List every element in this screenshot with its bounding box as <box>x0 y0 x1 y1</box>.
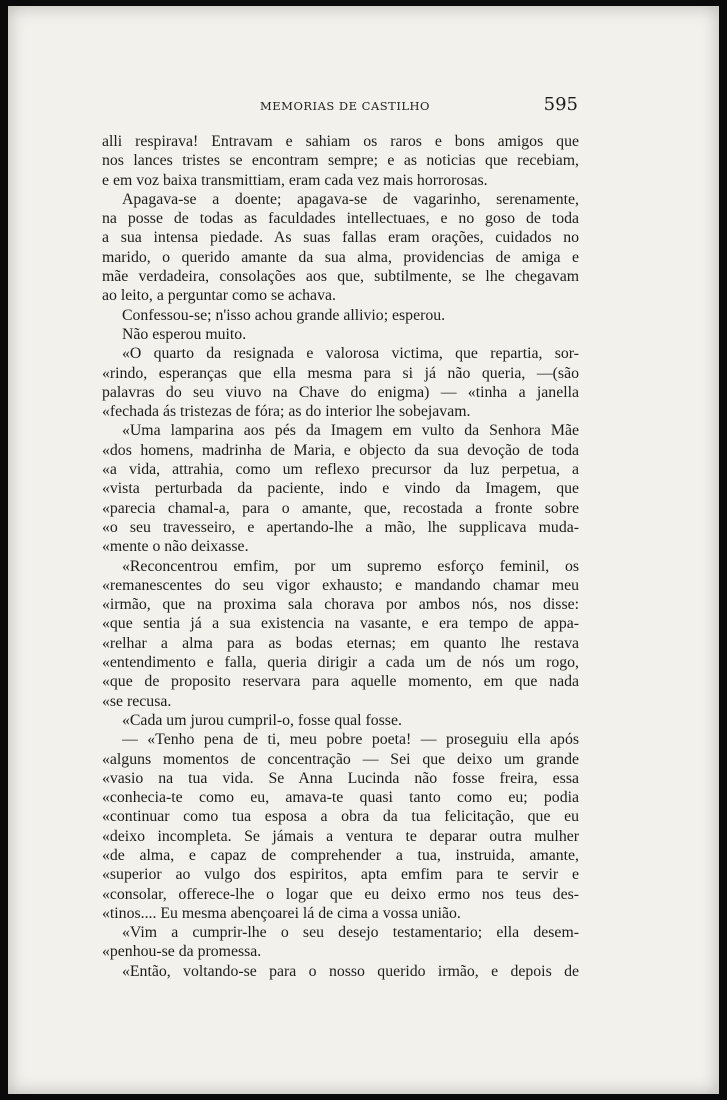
text-line: palavras do seu viuvo na Chave do enigma) — «tinha a janella <box>102 383 579 401</box>
text-line: «Uma lamparina aos pés da Imagem em vulto da Senhora Mãe <box>122 422 579 440</box>
text-line: «o seu travesseiro, e apertando-lhe a mão, lhe supplicava muda- <box>102 518 579 536</box>
text-line: «se recusa. <box>102 692 172 710</box>
text-line: «irmão, que na proxima sala chorava por ambos nós, nos disse: <box>102 596 579 614</box>
text-line: «que de proposito reservara para aquelle momento, em que nada <box>102 673 579 691</box>
text-line: Não esperou muito. <box>122 325 247 343</box>
text-line: e em voz baixa transmittiam, eram cada vez mais horrorosas. <box>102 171 488 189</box>
text-line: «remanescentes do seu vigor exhausto; e mandando chamar meu <box>102 576 579 594</box>
text-line: «parecia chamal-a, para o amante, que, recostada a fronte sobre <box>102 499 579 517</box>
text-line: «Cada um jurou cumpril-o, fosse qual fosse. <box>122 711 402 729</box>
text-line: «superior ao vulgo dos espiritos, apta emfim para te servir e <box>102 866 579 884</box>
text-line: «relhar a alma para as bodas eternas; em quanto lhe restava <box>102 634 579 652</box>
text-line: «Então, voltando-se para o nosso querido irmão, e depois de <box>122 962 579 980</box>
text-line: marido, o querido amante da sua alma, providencias de amiga e <box>102 248 579 266</box>
page-number: 595 <box>543 94 578 115</box>
text-line: «mente o não deixasse. <box>102 538 249 556</box>
page-header <box>100 94 578 118</box>
text-line: «tinos.... Eu mesma abençoarei lá de cima a vossa união. <box>102 904 461 922</box>
text-line: «vista perturbada da paciente, indo e vindo da Imagem, que <box>102 480 579 498</box>
text-line: «a vida, attrahia, como um reflexo precursor da luz perpetua, a <box>102 461 579 479</box>
text-line: — «Tenho pena de ti, meu pobre poeta! — proseguiu ella após <box>122 731 579 749</box>
text-line: «vasio na tua vida. Se Anna Lucinda não fosse freira, essa <box>102 769 579 787</box>
text-line: «Vim a cumprir-lhe o seu desejo testamentario; ella desem- <box>122 924 579 942</box>
text-line: «fechada ás tristezas de fóra; as do interior lhe sobejavam. <box>102 403 471 421</box>
text-line: «alguns momentos de concentração — Sei que deixo um grande <box>102 750 579 768</box>
text-line: Confessou-se; n'isso achou grande allivio; esperou. <box>122 306 446 324</box>
text-line: «O quarto da resignada e valorosa victima, que repartia, sor- <box>122 345 579 363</box>
text-line: mãe verdadeira, consolações aos que, subtilmente, se lhe chegavam <box>102 268 579 286</box>
text-line: ao leito, a perguntar como se achava. <box>102 287 336 305</box>
text-line: «rindo, esperanças que ella mesma para si já não queria, —(são <box>102 364 579 382</box>
text-line: «que sentia já a sua existencia na vasante, e era tempo de appa- <box>102 615 579 633</box>
text-line: «consolar, offerece-lhe o logar que eu deixo ermo nos teus des- <box>102 885 579 903</box>
text-line: «entendimento e falla, queria dirigir a cada um de nós um rogo, <box>102 654 579 672</box>
text-line: na posse de todas as faculdades intellectuaes, e no goso de toda <box>102 210 579 228</box>
text-line: alli respirava! Entravam e sahiam os raros e bons amigos que <box>102 133 579 150</box>
running-title: MEMORIAS DE CASTILHO <box>260 99 430 113</box>
text-line: «penhou-se da promessa. <box>102 943 262 961</box>
text-line: «Reconcentrou emfim, por um supremo esforço feminil, os <box>122 557 579 575</box>
text-line: «continuar como tua esposa a obra da tua felicitação, que eu <box>102 808 579 826</box>
text-line: Apagava-se a doente; apagava-se de vagarinho, serenamente, <box>122 190 579 208</box>
text-line: a sua intensa piedade. As suas fallas eram orações, cuidados no <box>102 229 579 247</box>
text-line: nos lances tristes se encontram sempre; e as noticias que recebiam, <box>102 152 579 170</box>
book-page <box>8 6 719 1094</box>
text-line: «deixo incompleta. Se jámais a ventura te deparar outra mulher <box>102 827 579 845</box>
text-line: «de alma, e capaz de comprehender a tua, instruida, amante, <box>102 846 579 864</box>
body-text <box>102 132 579 981</box>
text-line: «dos homens, madrinha de Maria, e objecto da sua devoção de toda <box>102 441 579 459</box>
text-line: «conhecia-te como eu, amava-te quasi tanto como eu; podia <box>102 789 579 807</box>
